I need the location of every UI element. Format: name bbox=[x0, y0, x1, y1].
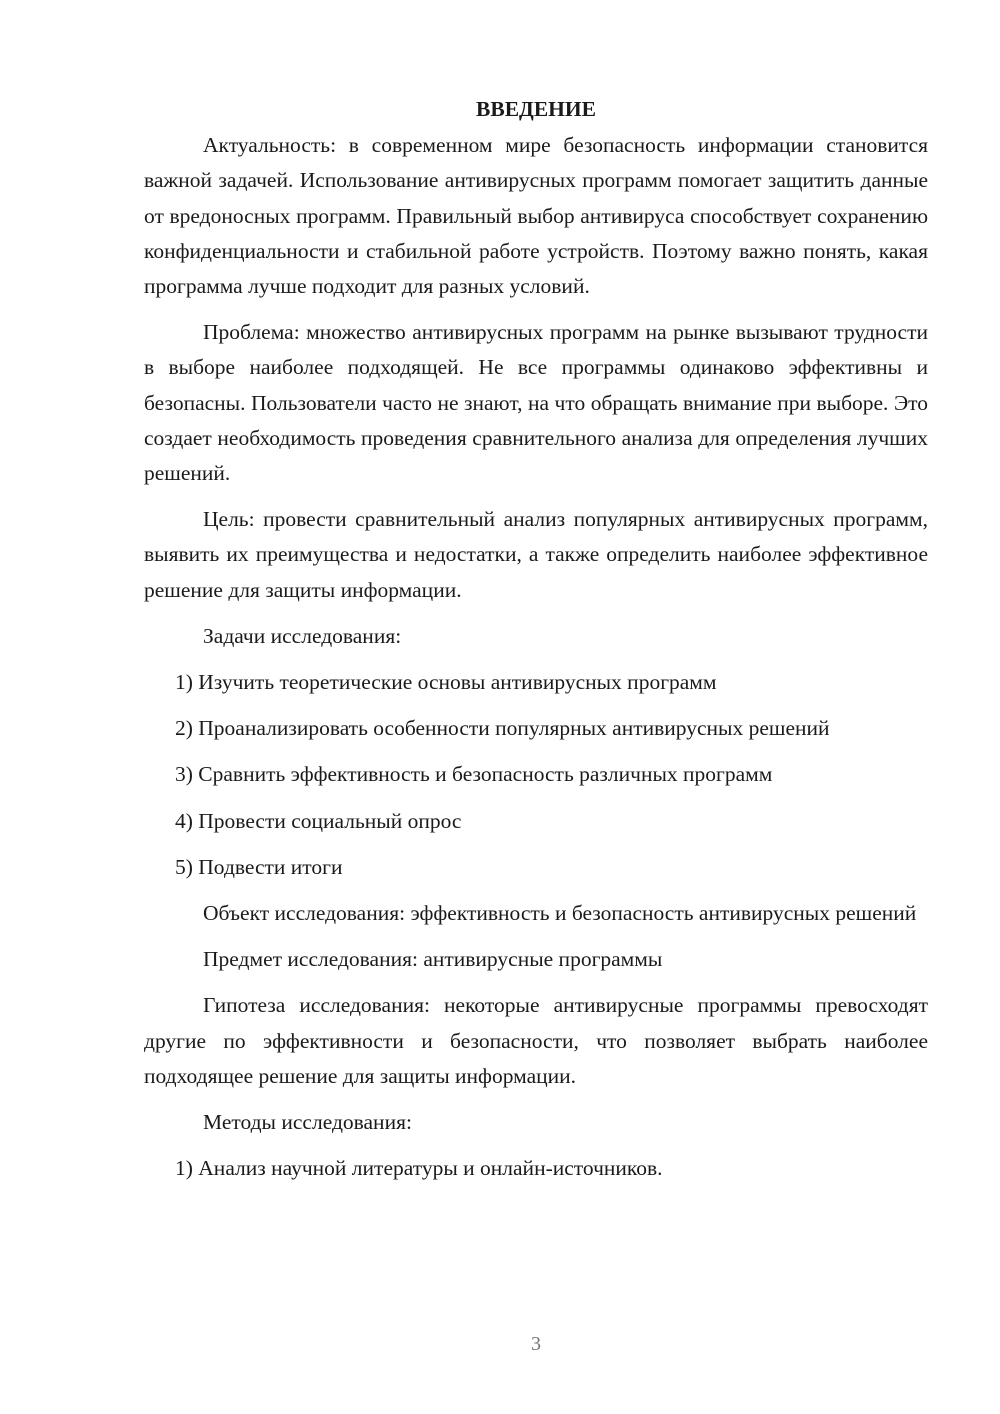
list-item: 1) Изучить теоретические основы антивирусных программ bbox=[175, 670, 717, 695]
list-item: 1) Анализ научной литературы и онлайн-источников. bbox=[175, 1156, 663, 1181]
list-item: 3) Сравнить эффективность и безопасность различных программ bbox=[175, 762, 773, 787]
list-item: 2) Проанализировать особенности популярных антивирусных решений bbox=[175, 716, 830, 741]
paragraph: Предмет исследования: антивирусные программы bbox=[203, 947, 663, 972]
list-item: 5) Подвести итоги bbox=[175, 854, 343, 879]
paragraph: Объект исследования: эффективность и безопасность антивирусных решений bbox=[203, 901, 917, 926]
page-number: 3 bbox=[531, 1333, 541, 1355]
paragraph: Методы исследования: bbox=[203, 1110, 412, 1135]
paragraph: Проблема: множество антивирусных программ на рынке вызывают трудности в выборе наиболее подходящей. Не все программы одинаково эффективны и безопасны. Пользователи часто не знают, на что обращать внимание при выборе. Это создает необходимость проведения сравнительного анализа для определения лучших решений. bbox=[144, 320, 928, 486]
paragraph: Цель: провести сравнительный анализ популярных антивирусных программ, выявить их преимущества и недостатки, а также определить наиболее эффективное решение для защиты информации. bbox=[144, 507, 928, 602]
paragraph: Актуальность: в современном мире безопасность информации становится важной задачей. Использование антивирусных программ помогает защитить данные от вредоносных программ. Правильный выбор антивируса способствует сохранению конфиденциальности и стабильной работе устройств. Поэтому важно понять, какая программа лучше подходит для разных условий. bbox=[144, 133, 928, 299]
paragraph: Задачи исследования: bbox=[203, 623, 402, 648]
section-title: ВВЕДЕНИЕ bbox=[476, 97, 596, 121]
paragraph: Гипотеза исследования: некоторые антивирусные программы превосходят другие по эффективности и безопасности, что позволяет выбрать наиболее подходящее решение для защиты информации. bbox=[144, 993, 928, 1088]
page-content bbox=[144, 92, 928, 1197]
list-item: 4) Провести социальный опрос bbox=[175, 808, 462, 833]
body-text bbox=[144, 128, 928, 1186]
